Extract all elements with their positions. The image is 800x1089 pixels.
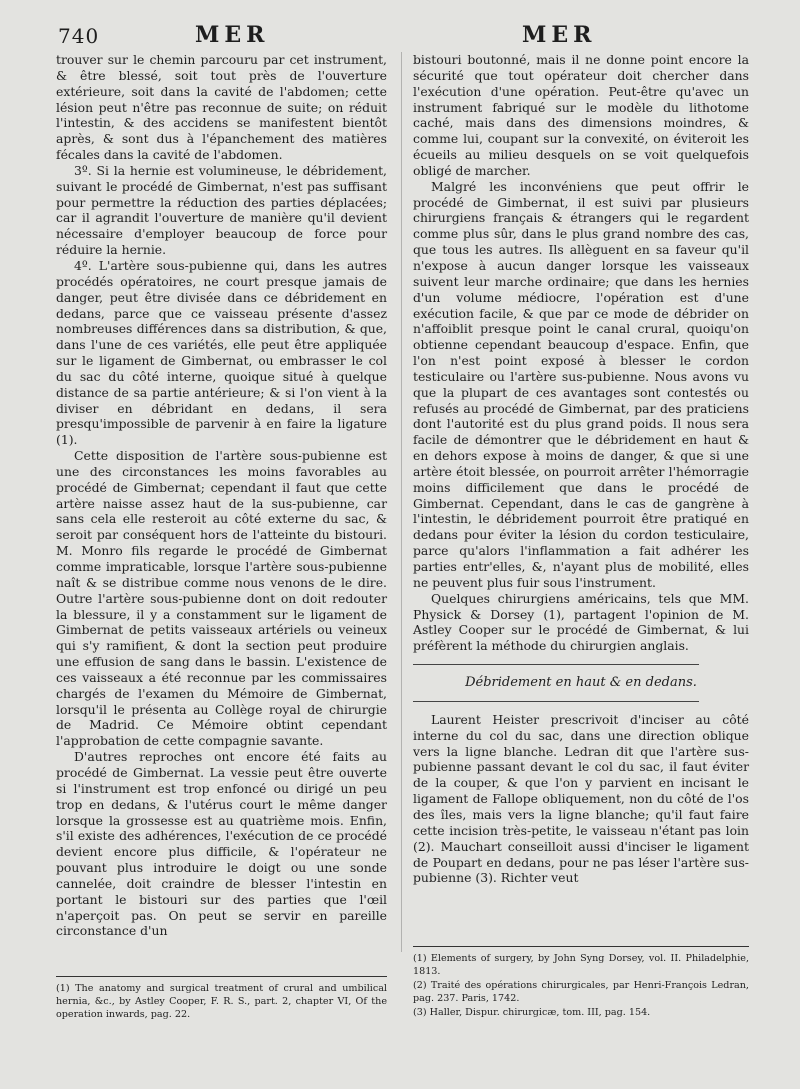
paragraph: Cette disposition de l'artère sous-pubienne est une des circonstances les moins favorables au procédé de Gimbernat; cependant il faut que cette artère naisse assez haut de la sus-pubienne, car sans cela elle resteroit au côté externe du sac, & seroit par conséquent hors de l'atteinte du bistouri. M. Monro fils regarde le procédé de Gimbernat comme impraticable, lorsque l'artère sous-pubienne naît & se distribue comme nous venons de le dire. Outre l'artère sous-pubienne dont on doit redouter la blessure, il y a constamment sur le ligament de Gimbernat de petits vaisseaux artériels ou veineux qui s'y ramifient, & dont la section peut produire une effusion de sang dans le bassin. L'existence de ces vaisseaux a été reconnue par les commissaires chargés de l'examen du Mémoire de Gimbernat, lorsqu'il le présenta au Collège royal de chirurgie de Madrid. Ce Mémoire obtint cependant l'approbation de cette compagnie savante. bbox=[56, 448, 387, 749]
paragraph: trouver sur le chemin parcouru par cet instrument, & être blessé, soit tout près de l'ouverture extérieure, soit dans la cavité de l'abdomen; cette lésion peut n'être pas reconnue de suite; on réduit l'intestin, & des accidens se manifestent bientôt après, & sont dus à l'épanchement des matières fécales dans la cavité de l'abdomen. bbox=[56, 52, 387, 163]
footnotes-right bbox=[413, 946, 749, 1020]
column-divider bbox=[401, 52, 402, 952]
paragraph: 4º. L'artère sous-pubienne qui, dans les autres procédés opératoires, ne court presque jamais de danger, peut être divisée dans ce débridement en dedans, parce que ce vaisseau présente d'assez nombreuses différences dans sa distribution, & que, dans l'une de ces variétés, elle peut être appliquée sur le ligament de Gimbernat, ou embrasser le col du sac du côté interne, quoique situé à quelque distance de sa partie antérieure; & si l'on vient à la diviser en débridant en dedans, il sera presqu'impossible de parvenir à en faire la ligature (1). bbox=[56, 257, 387, 448]
section-rule bbox=[413, 664, 699, 665]
footnote: (2) Traité des opérations chirurgicales, par Henri-François Ledran, pag. 237. Paris, 1742. bbox=[413, 980, 749, 1004]
section-heading: Débridement en haut & en dedans. bbox=[465, 675, 697, 691]
paragraph: Malgré les inconvéniens que peut offrir le procédé de Gimbernat, il est suivi par plusieurs chirurgiens français & étrangers qui le regardent comme plus sûr, dans le plus grand nombre des cas, que tous les autres. Ils allèguent en sa faveur qu'il n'expose à aucun danger lorsque les vaisseaux suivent leur marche ordinaire; que dans les hernies d'un volume médiocre, l'opération est d'une exécution facile, & que par ce mode de débrider on n'affoiblit presque point le canal crural, quoiqu'on obtienne cependant beaucoup d'espace. Enfin, que l'on n'est point exposé à blesser le cordon testiculaire ou l'artère sus-pubienne. Nous avons vu que la plupart de ces avantages sont contestés ou refusés au procédé de Gimbernat, par des praticiens dont l'autorité est du plus grand poids. Il nous sera facile de démontrer que le débridement en haut & en dehors expose à moins de danger, & que si une artère étoit blessée, on pourroit arrêter l'hémorragie moins difficilement que dans le procédé de Gimbernat. Cependant, dans le cas de gangrène à l'intestin, le débridement pourroit être pratiqué en dedans pour éviter la lésion du cordon testiculaire, parce qu'alors l'inflammation a fait adhérer les parties entr'elles, &, n'ayant plus de mobilité, elles ne peuvent plus fuir sous l'instrument. bbox=[413, 178, 749, 590]
page-header bbox=[0, 18, 800, 48]
footnote: (3) Haller, Dispur. chirurgicæ, tom. III, pag. 154. bbox=[413, 1007, 651, 1018]
section-rule bbox=[413, 701, 699, 702]
running-head-left: MER bbox=[195, 22, 270, 48]
footnote: (1) The anatomy and surgical treatment of crural and umbilical hernia, &c., by Astley Cooper, F. R. S., part. 2, chapter VI, Of the operation inwards, pag. 22. bbox=[56, 983, 387, 1020]
paragraph: Quelques chirurgiens américains, tels que MM. Physick & Dorsey (1), partagent l'opinion de M. Astley Cooper sur le procédé de Gimbernat, & lui préfèrent la méthode du chirurgien anglais. bbox=[413, 590, 749, 654]
left-column bbox=[56, 52, 387, 939]
footnotes-left bbox=[56, 976, 387, 1022]
paragraph: 3º. Si la hernie est volumineuse, le débridement, suivant le procédé de Gimbernat, n'est pas suffisant pour permettre la réduction des parties déplacées; car il agrandit l'ouverture de manière qu'il devient nécessaire d'employer beaucoup de force pour réduire la hernie. bbox=[56, 162, 387, 258]
paragraph: D'autres reproches ont encore été faits au procédé de Gimbernat. La vessie peut être ouverte si l'instrument est trop enfoncé ou dirigé un peu trop en dedans, & l'utérus court le même danger lorsque la grossesse est au quatrième mois. Enfin, s'il existe des adhérences, l'exécution de ce procédé devient encore plus difficile, & l'opérateur ne pouvant plus introduire le doigt ou une sonde cannelée, doit craindre de blesser l'intestin en portant le bistouri sur des parties que l'œil n'aperçoit pas. On peut se servir en pareille circonstance d'un bbox=[56, 749, 387, 939]
page-number: 740 bbox=[58, 24, 100, 48]
right-column bbox=[413, 52, 749, 886]
running-head-right: MER bbox=[522, 22, 597, 48]
paragraph: Laurent Heister prescrivoit d'inciser au côté interne du col du sac, dans une direction oblique vers la ligne blanche. Ledran dit que l'artère sus-pubienne passant devant le col du sac, il faut éviter de la couper, & que l'on y parvient en incisant le ligament de Fallope obliquement, non du côté de l'os des îles, mais vers la ligne blanche; qu'il faut faire cette incision très-petite, le vaisseau n'étant pas loin (2). Mauchart conseilloit aussi d'inciser le ligament de Poupart en dedans, pour ne pas léser l'artère sus-pubienne (3). Richter veut bbox=[413, 711, 749, 886]
footnote: (1) Elements of surgery, by John Syng Dorsey, vol. II. Philadelphie, 1813. bbox=[413, 953, 749, 977]
paragraph: bistouri boutonné, mais il ne donne point encore la sécurité que tout opérateur doit chercher dans l'exécution d'une opération. Peut-être qu'avec un instrument fabriqué sur le modèle du lithotome caché, mais dans des dimensions moindres, & comme lui, coupant sur la convexité, on éviteroit les écueils au milieu desquels on se voit quelquefois obligé de marcher. bbox=[413, 52, 749, 178]
